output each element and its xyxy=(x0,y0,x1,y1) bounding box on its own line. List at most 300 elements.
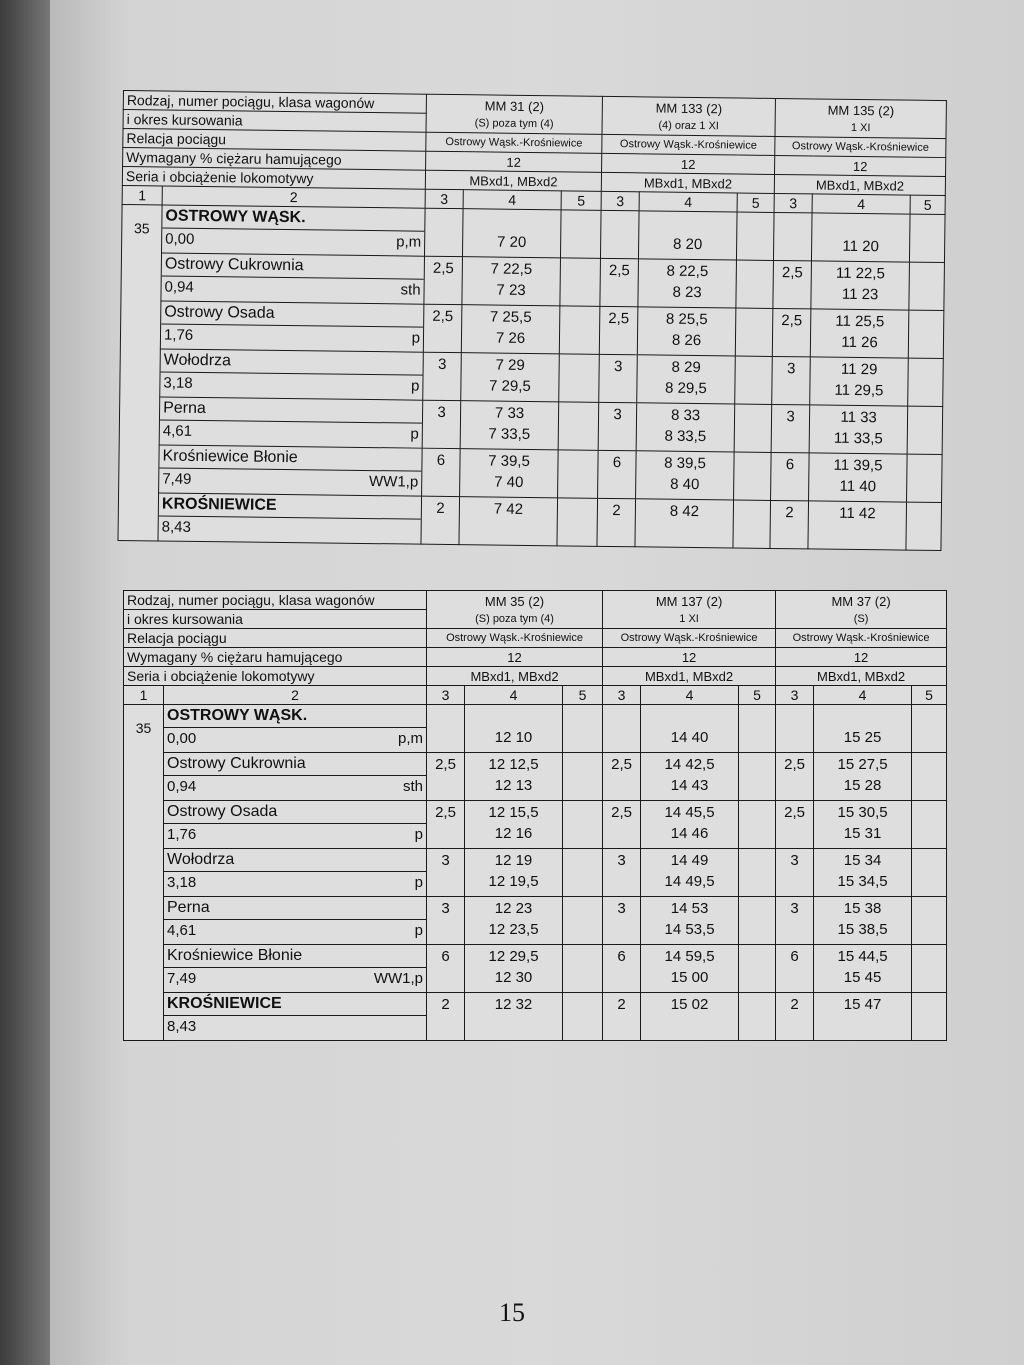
arrival-time: 11 25,5 xyxy=(835,312,885,331)
col-number-3: 3 xyxy=(427,686,465,705)
station-km: 4,61 xyxy=(162,422,193,440)
departure-time: 14 43 xyxy=(670,777,709,794)
train-brake-percent: 12 xyxy=(775,155,946,176)
time-cell xyxy=(637,355,736,404)
station-km: 7,49 xyxy=(167,970,197,987)
station-km-row xyxy=(164,872,426,894)
departure-time: 12 30 xyxy=(494,969,533,986)
train-period: 1 XI xyxy=(850,121,871,134)
train-relation: Ostrowy Wąsk.-Krośniewice xyxy=(427,629,603,648)
train-locomotive: MBxd1, MBxd2 xyxy=(601,172,774,193)
station-code: WW1,p xyxy=(373,970,424,987)
run-time-value: 3 xyxy=(617,900,626,917)
run-time-value: 3 xyxy=(790,900,799,917)
station-name: OSTROWY WĄSK. xyxy=(164,705,426,728)
arrival-time: 8 22,5 xyxy=(666,262,709,281)
header-row xyxy=(124,667,947,686)
departure-time: 12 23,5 xyxy=(488,921,539,938)
run-time xyxy=(427,801,465,849)
header-row xyxy=(124,648,947,667)
run-time xyxy=(772,356,811,404)
extra-column xyxy=(735,356,773,404)
station-cell xyxy=(159,397,423,448)
extra-column xyxy=(558,450,599,498)
arrival-time: 8 25,5 xyxy=(665,310,708,329)
run-time xyxy=(427,705,465,753)
col-number-3: 3 xyxy=(601,191,639,210)
run-time-value: 2 xyxy=(617,996,626,1013)
departure-time: 15 00 xyxy=(670,969,709,986)
station-km: 0,00 xyxy=(167,730,197,747)
extra-column xyxy=(560,210,601,258)
time-cell xyxy=(814,945,912,993)
arrival-time: 11 33 xyxy=(840,408,877,427)
run-time xyxy=(772,308,811,356)
run-time-value: 3 xyxy=(786,408,795,426)
header-label-row4: Wymagany % ciężaru hamującego xyxy=(123,148,426,171)
run-time-value xyxy=(776,705,813,727)
departure-time xyxy=(460,519,557,542)
station-name: Wołodrza xyxy=(164,849,426,872)
run-time xyxy=(776,705,814,753)
station-cell xyxy=(164,753,427,801)
station-cell xyxy=(164,849,427,897)
extra-column xyxy=(563,897,603,945)
run-time-value: 2,5 xyxy=(781,312,803,330)
run-time-value: 3 xyxy=(437,355,447,373)
run-time-value: 2,5 xyxy=(611,804,632,821)
extra-column xyxy=(558,402,599,450)
train-header xyxy=(427,591,603,629)
train-number: MM 135 (2) xyxy=(827,102,895,118)
run-time-value: 6 xyxy=(617,948,626,965)
station-km-row xyxy=(159,468,421,493)
col-number-1: 1 xyxy=(124,686,164,705)
train-brake-percent: 12 xyxy=(603,648,776,667)
arrival-time xyxy=(639,211,736,234)
departure-time xyxy=(636,521,733,544)
arrival-time: 8 29 xyxy=(671,358,701,377)
departure-time: 7 26 xyxy=(495,329,526,347)
train-locomotive: MBxd1, MBxd2 xyxy=(427,667,603,686)
departure-time: 14 53,5 xyxy=(664,921,715,938)
station-cell xyxy=(159,445,423,496)
arrival-time: 14 59,5 xyxy=(664,948,715,965)
run-time-value: 2,5 xyxy=(611,756,632,773)
extra-column xyxy=(734,452,772,500)
run-time xyxy=(600,258,639,306)
station-cell xyxy=(164,801,427,849)
run-time-value: 6 xyxy=(785,456,795,474)
run-time-value: 6 xyxy=(790,948,799,965)
arrival-time: 15 27,5 xyxy=(837,756,888,773)
extra-column xyxy=(910,214,946,262)
run-time-value: 2 xyxy=(612,502,621,520)
time-cell xyxy=(465,849,563,897)
departure-time: 7 20 xyxy=(496,233,527,251)
station-km-row xyxy=(162,228,424,253)
run-time xyxy=(770,500,809,548)
departure-time: 8 29,5 xyxy=(664,379,707,398)
arrival-time: 14 45,5 xyxy=(664,804,715,821)
col-number-5: 5 xyxy=(563,686,603,705)
departure-time: 11 33,5 xyxy=(833,429,883,448)
departure-time: 14 46 xyxy=(670,825,709,842)
header-label-row5: Seria i obciążenie lokomotywy xyxy=(124,667,427,686)
extra-column xyxy=(739,897,776,945)
train-locomotive: MBxd1, MBxd2 xyxy=(776,667,947,686)
extra-column xyxy=(559,354,600,402)
station-km-row xyxy=(160,420,422,445)
arrival-time: 15 44,5 xyxy=(837,948,888,965)
extra-column xyxy=(739,753,776,801)
time-cell xyxy=(810,309,909,358)
station-km-row xyxy=(160,372,422,397)
arrival-time: 8 42 xyxy=(669,502,700,521)
arrival-time: 11 29 xyxy=(840,360,878,379)
time-cell xyxy=(812,213,911,262)
station-km-row xyxy=(164,968,426,990)
arrival-time: 12 19 xyxy=(494,852,533,869)
extra-column xyxy=(737,212,775,260)
departure-time xyxy=(641,1015,738,1037)
run-time xyxy=(598,450,637,498)
arrival-time: 15 02 xyxy=(670,996,709,1013)
departure-time: 14 49,5 xyxy=(664,873,715,890)
arrival-time: 7 29 xyxy=(495,356,525,374)
header-label-row1: Rodzaj, numer pociągu, klasa wagonów xyxy=(124,591,427,610)
station-km: 0,94 xyxy=(167,778,197,795)
run-time-value: 2,5 xyxy=(435,804,456,821)
run-time-value: 3 xyxy=(790,852,799,869)
time-cell xyxy=(461,353,560,402)
station-code: p xyxy=(414,874,424,891)
col-number-3: 3 xyxy=(425,189,463,208)
extra-column xyxy=(560,258,601,306)
station-code: WW1,p xyxy=(368,473,419,491)
run-time xyxy=(597,498,636,546)
extra-column xyxy=(908,310,944,358)
run-time xyxy=(423,352,462,400)
run-time xyxy=(603,705,641,753)
arrival-time: 8 33 xyxy=(670,406,701,425)
station-km: 3,18 xyxy=(167,874,197,891)
run-time xyxy=(601,210,640,258)
extra-column xyxy=(739,945,776,993)
time-cell xyxy=(465,705,563,753)
station-code: p xyxy=(414,826,424,843)
station-row xyxy=(124,753,947,801)
col-number-5: 5 xyxy=(910,195,945,214)
time-cell xyxy=(636,403,735,452)
col-number-5: 5 xyxy=(737,193,774,212)
station-cell xyxy=(162,205,426,256)
arrival-time: 12 23 xyxy=(494,900,533,917)
extra-column xyxy=(563,801,603,849)
station-cell xyxy=(161,253,425,304)
departure-time: 11 23 xyxy=(841,285,879,304)
run-time xyxy=(774,212,813,260)
departure-time: 12 19,5 xyxy=(488,873,539,890)
extra-column xyxy=(735,308,773,356)
station-cell xyxy=(164,945,427,993)
time-cell xyxy=(814,801,912,849)
train-number: MM 133 (2) xyxy=(655,100,723,116)
arrival-time: 12 29,5 xyxy=(488,948,539,965)
header-label-row3: Relacja pociągu xyxy=(124,629,427,648)
run-time xyxy=(776,753,814,801)
run-time-value xyxy=(427,705,464,727)
extra-column xyxy=(739,801,776,849)
run-time xyxy=(422,400,461,448)
time-cell xyxy=(808,501,907,550)
arrival-time: 15 47 xyxy=(843,996,882,1013)
time-cell xyxy=(465,897,563,945)
departure-time: 8 20 xyxy=(672,235,703,254)
run-time-value: 3 xyxy=(613,406,622,424)
run-time xyxy=(776,849,814,897)
extra-column xyxy=(912,849,947,897)
station-km-row xyxy=(164,728,426,750)
run-time-value: 3 xyxy=(441,900,450,917)
time-cell xyxy=(465,993,563,1041)
station-row xyxy=(124,897,947,945)
run-time xyxy=(776,801,814,849)
col-number-2: 2 xyxy=(164,686,427,705)
time-cell xyxy=(460,401,559,450)
arrival-time: 7 33 xyxy=(494,404,525,422)
col-number-1: 1 xyxy=(122,185,162,204)
train-locomotive: MBxd1, MBxd2 xyxy=(603,667,776,686)
arrival-time xyxy=(812,213,909,236)
train-period: (4) oraz 1 XI xyxy=(658,119,719,132)
run-time-value xyxy=(603,705,640,727)
timetable-upper xyxy=(117,90,947,551)
run-time xyxy=(427,945,465,993)
run-time-value: 2 xyxy=(790,996,799,1013)
departure-time: 11 20 xyxy=(842,237,880,256)
departure-time: 7 29,5 xyxy=(488,377,531,396)
run-time xyxy=(425,208,464,256)
time-cell xyxy=(814,993,912,1041)
extra-column xyxy=(733,500,771,548)
train-header xyxy=(602,96,775,136)
header-label-row5: Seria i obciążenie lokomotywy xyxy=(122,167,425,190)
run-time-value: 2,5 xyxy=(435,756,456,773)
run-time xyxy=(427,993,465,1041)
departure-time: 15 28 xyxy=(843,777,882,794)
header-label-row2: i okres kursowania xyxy=(123,110,426,133)
run-time-value: 3 xyxy=(613,358,623,376)
station-row xyxy=(124,705,947,753)
station-row xyxy=(118,492,942,550)
time-cell xyxy=(462,257,561,306)
train-period: (S) poza tym (4) xyxy=(475,612,554,625)
run-time xyxy=(773,260,812,308)
header-row xyxy=(124,629,947,648)
station-name: Ostrowy Cukrownia xyxy=(164,753,426,776)
col-number-3: 3 xyxy=(774,193,812,212)
departure-time: 11 29,5 xyxy=(834,381,884,400)
station-km-row xyxy=(164,824,426,846)
time-cell xyxy=(461,305,560,354)
time-cell xyxy=(637,307,736,356)
arrival-time: 14 42,5 xyxy=(664,756,715,773)
run-time xyxy=(598,402,637,450)
time-cell xyxy=(639,211,738,260)
train-brake-percent: 12 xyxy=(427,648,603,667)
col-number-4: 4 xyxy=(463,190,561,210)
time-cell xyxy=(814,897,912,945)
time-cell xyxy=(810,357,909,406)
departure-time: 15 34,5 xyxy=(837,873,888,890)
run-time-value: 2 xyxy=(785,504,794,522)
extra-column xyxy=(909,262,945,310)
station-cell xyxy=(160,301,424,352)
departure-time: 12 13 xyxy=(494,777,533,794)
train-header xyxy=(775,98,946,138)
time-cell xyxy=(809,453,908,502)
arrival-time: 7 25,5 xyxy=(489,308,532,327)
extra-column xyxy=(739,993,776,1041)
run-time-value: 2,5 xyxy=(608,261,630,280)
header-label-row3: Relacja pociągu xyxy=(123,129,426,152)
station-km-row xyxy=(164,920,426,942)
run-time-value: 6 xyxy=(612,454,622,472)
arrival-time: 11 42 xyxy=(839,504,876,523)
train-brake-percent: 12 xyxy=(426,151,602,172)
extra-column xyxy=(907,406,943,454)
station-km: 1,76 xyxy=(163,326,194,344)
station-cell xyxy=(158,493,422,544)
departure-time: 15 45 xyxy=(843,969,882,986)
col-number-4: 4 xyxy=(812,194,910,214)
train-header xyxy=(603,591,776,629)
run-time xyxy=(776,897,814,945)
station-km: 8,43 xyxy=(167,1018,197,1035)
run-time-value: 3 xyxy=(617,852,626,869)
train-relation: Ostrowy Wąsk.-Krośniewice xyxy=(776,629,947,648)
time-cell xyxy=(641,993,739,1041)
train-period: (S) xyxy=(853,612,869,625)
station-name: KROŚNIEWICE xyxy=(159,493,421,519)
train-number: MM 137 (2) xyxy=(655,593,723,609)
station-cell xyxy=(160,349,424,400)
run-time-value xyxy=(601,211,638,233)
station-name: Perna xyxy=(160,397,422,423)
arrival-time: 14 53 xyxy=(670,900,709,917)
station-name: KROŚNIEWICE xyxy=(164,993,426,1016)
time-cell xyxy=(641,945,739,993)
train-number: MM 37 (2) xyxy=(831,593,891,609)
time-cell xyxy=(641,705,739,753)
arrival-time: 7 22,5 xyxy=(490,260,533,279)
extra-column xyxy=(563,849,603,897)
departure-time: 15 31 xyxy=(843,825,882,842)
station-km: 1,76 xyxy=(167,826,197,843)
arrival-time xyxy=(465,705,562,727)
time-cell xyxy=(641,801,739,849)
header-label-row2: i okres kursowania xyxy=(124,610,427,629)
train-relation: Ostrowy Wąsk.-Krośniewice xyxy=(775,136,946,157)
col-number-4: 4 xyxy=(639,192,737,212)
station-km-row xyxy=(164,776,426,798)
station-km: 8,43 xyxy=(161,518,191,536)
departure-time: 8 40 xyxy=(670,475,700,494)
time-cell xyxy=(641,849,739,897)
station-code: sth xyxy=(400,281,421,299)
station-km: 4,61 xyxy=(167,922,197,939)
run-time-value: 6 xyxy=(441,948,450,965)
train-period: 1 XI xyxy=(679,612,699,625)
train-brake-percent: 12 xyxy=(776,648,947,667)
header-label-row4: Wymagany % ciężaru hamującego xyxy=(124,648,427,667)
station-km: 0,94 xyxy=(164,278,194,296)
line-number: 35 xyxy=(124,705,164,1041)
arrival-time: 12 32 xyxy=(494,996,533,1013)
train-period: (S) poza tym (4) xyxy=(474,116,554,130)
arrival-time xyxy=(641,705,738,727)
station-code: p,m xyxy=(396,233,422,251)
col-number-3: 3 xyxy=(776,686,814,705)
run-time xyxy=(599,306,638,354)
station-name: Perna xyxy=(164,897,426,920)
extra-column xyxy=(736,260,774,308)
run-time xyxy=(771,404,810,452)
station-km-row xyxy=(159,516,421,541)
time-cell xyxy=(811,261,910,310)
arrival-time: 7 39,5 xyxy=(488,452,530,470)
time-cell xyxy=(641,897,739,945)
train-relation: Ostrowy Wąsk.-Krośniewice xyxy=(603,629,776,648)
departure-time xyxy=(814,1015,911,1037)
departure-time: 8 33,5 xyxy=(664,427,707,446)
run-time-value xyxy=(425,209,462,231)
arrival-time: 12 12,5 xyxy=(488,756,539,773)
time-cell xyxy=(460,449,559,498)
run-time xyxy=(603,993,641,1041)
arrival-time: 11 22,5 xyxy=(835,264,885,283)
time-cell xyxy=(463,209,562,258)
train-relation: Ostrowy Wąsk.-Krośniewice xyxy=(602,134,775,155)
arrival-time: 7 42 xyxy=(493,500,524,518)
departure-time: 15 25 xyxy=(843,729,882,746)
departure-time: 7 23 xyxy=(496,281,526,299)
station-km-row xyxy=(161,324,423,349)
station-name: OSTROWY WĄSK. xyxy=(162,205,424,231)
run-time xyxy=(427,897,465,945)
station-cell xyxy=(164,993,427,1041)
extra-column xyxy=(739,849,776,897)
run-time xyxy=(421,496,460,544)
departure-time xyxy=(465,1015,562,1037)
train-number: MM 35 (2) xyxy=(484,593,545,609)
extra-column xyxy=(563,945,603,993)
station-code: p,m xyxy=(398,730,424,747)
time-cell xyxy=(459,497,558,546)
time-cell xyxy=(465,753,563,801)
extra-column xyxy=(908,358,944,406)
train-relation: Ostrowy Wąsk.-Krośniewice xyxy=(426,132,602,153)
station-row xyxy=(124,849,947,897)
arrival-time xyxy=(814,705,911,727)
run-time xyxy=(603,753,641,801)
time-cell xyxy=(465,945,563,993)
station-km: 7,49 xyxy=(162,470,192,488)
station-row xyxy=(124,993,947,1041)
extra-column xyxy=(563,753,603,801)
train-header xyxy=(776,591,947,629)
